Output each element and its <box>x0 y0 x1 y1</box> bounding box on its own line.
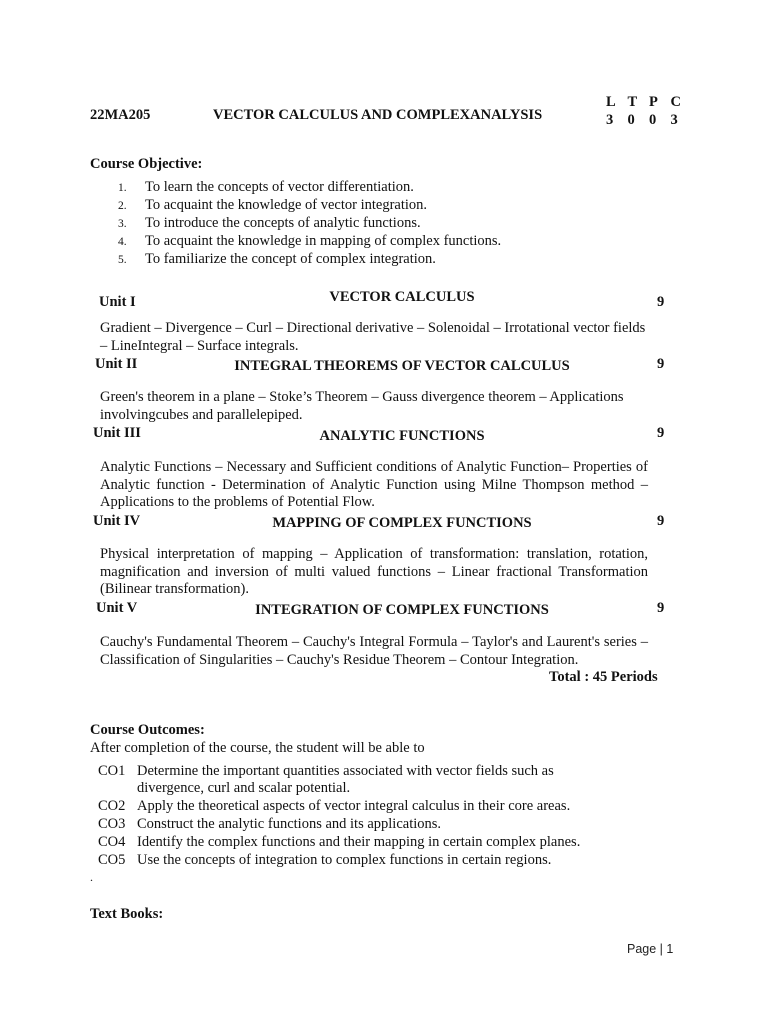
outcome-item <box>98 852 551 870</box>
unit-2-label: Unit II <box>95 356 138 372</box>
ltpc-values <box>606 112 692 129</box>
objectives-list <box>118 178 501 268</box>
objective-item <box>118 250 501 268</box>
ltpc-label-p: P <box>649 94 658 110</box>
unit-3-label: Unit III <box>93 425 141 441</box>
outcome-id: CO1 <box>98 763 126 779</box>
ltpc-labels <box>606 94 692 111</box>
unit-2-body: Green's theorem in a plane – Stoke’s Theorem – Gauss divergence theorem – Applications involvingcubes and parallelepiped. <box>100 389 624 423</box>
ltpc-value-c: 3 <box>670 112 678 128</box>
outcome-id: CO2 <box>98 798 126 814</box>
objective-item <box>118 178 501 196</box>
objective-number: 3. <box>118 218 127 230</box>
objective-text: To learn the concepts of vector differentiation. <box>145 179 414 195</box>
outcome-text: Identify the complex functions and their mapping in certain complex planes. <box>137 834 581 850</box>
ltpc-label-c: C <box>670 94 681 110</box>
objective-item <box>118 214 501 232</box>
outcomes-intro: After completion of the course, the student will be able to <box>90 740 425 756</box>
outcome-item <box>98 763 554 781</box>
objective-item <box>118 232 501 250</box>
unit-2-title: INTEGRAL THEOREMS OF VECTOR CALCULUS <box>234 358 570 374</box>
objective-text: To introduce the concepts of analytic functions. <box>145 215 421 231</box>
outcome-item <box>98 798 570 816</box>
objective-item <box>118 196 501 214</box>
unit-4-body: Physical interpretation of mapping – Application of transformation: translation, rotation, magnification and inversion of multi valued functions – Linear fractional Transformation (Bilinear transformation). <box>100 546 648 597</box>
unit-3-hours: 9 <box>657 425 665 441</box>
page-number: Page | 1 <box>627 942 674 956</box>
objective-number: 1. <box>118 182 127 194</box>
objective-text: To acquaint the knowledge in mapping of complex functions. <box>145 233 502 249</box>
outcomes-heading: Course Outcomes: <box>90 722 205 738</box>
unit-4-title: MAPPING OF COMPLEX FUNCTIONS <box>272 515 532 531</box>
outcome-id: CO4 <box>98 834 126 850</box>
unit-1-title: VECTOR CALCULUS <box>329 289 475 305</box>
total-periods: Total : 45 Periods <box>549 669 658 685</box>
ltpc-label-l: L <box>606 94 616 110</box>
unit-3-title: ANALYTIC FUNCTIONS <box>319 428 485 444</box>
unit-5-body: Cauchy's Fundamental Theorem – Cauchy's Integral Formula – Taylor's and Laurent's series – Classification of Singularities – Cauchy's Residue Theorem – Contour Integration. <box>100 634 648 668</box>
unit-4-label: Unit IV <box>93 513 141 529</box>
objectives-heading: Course Objective: <box>90 156 203 172</box>
outcome-text: Use the concepts of integration to complex functions in certain regions. <box>137 852 552 868</box>
unit-4-hours: 9 <box>657 513 665 529</box>
outcome-item <box>98 834 580 852</box>
outcome-text: Determine the important quantities associated with vector fields such as <box>137 763 554 779</box>
outcome-id: CO3 <box>98 816 126 832</box>
outcome-text: Construct the analytic functions and its applications. <box>137 816 442 832</box>
outcome-text: Apply the theoretical aspects of vector integral calculus in their core areas. <box>137 798 571 814</box>
text-books-heading: Text Books: <box>90 906 164 922</box>
objective-number: 5. <box>118 254 127 266</box>
objective-number: 2. <box>118 200 127 212</box>
outcome-id: CO5 <box>98 852 126 868</box>
ltpc-value-p: 0 <box>649 112 657 128</box>
outcome-item <box>98 816 441 834</box>
trailing-period: . <box>90 870 93 884</box>
unit-3-body: Analytic Functions – Necessary and Sufficient conditions of Analytic Function– Properties of Analytic function - Determination of Analytic Function using Milne Thompson method – Applications to the problems of Potential Flow. <box>100 459 648 510</box>
outcome-continuation: divergence, curl and scalar potential. <box>137 780 351 796</box>
ltpc-value-l: 3 <box>606 112 614 128</box>
unit-5-title: INTEGRATION OF COMPLEX FUNCTIONS <box>255 602 549 618</box>
unit-1-hours: 9 <box>657 294 665 310</box>
course-title: VECTOR CALCULUS AND COMPLEXANALYSIS <box>213 107 543 123</box>
unit-2-hours: 9 <box>657 356 665 372</box>
ltpc-value-t: 0 <box>627 112 635 128</box>
unit-1-label: Unit I <box>99 294 136 310</box>
unit-5-label: Unit V <box>96 600 138 616</box>
course-code: 22MA205 <box>90 107 151 123</box>
unit-1-body: Gradient – Divergence – Curl – Directional derivative – Solenoidal – Irrotational vector fields – LineIntegral – Surface integrals. <box>100 320 646 354</box>
objective-text: To familiarize the concept of complex integration. <box>145 251 436 267</box>
unit-5-hours: 9 <box>657 600 665 616</box>
ltpc-label-t: T <box>627 94 638 110</box>
objective-number: 4. <box>118 236 127 248</box>
objective-text: To acquaint the knowledge of vector integration. <box>145 197 428 213</box>
